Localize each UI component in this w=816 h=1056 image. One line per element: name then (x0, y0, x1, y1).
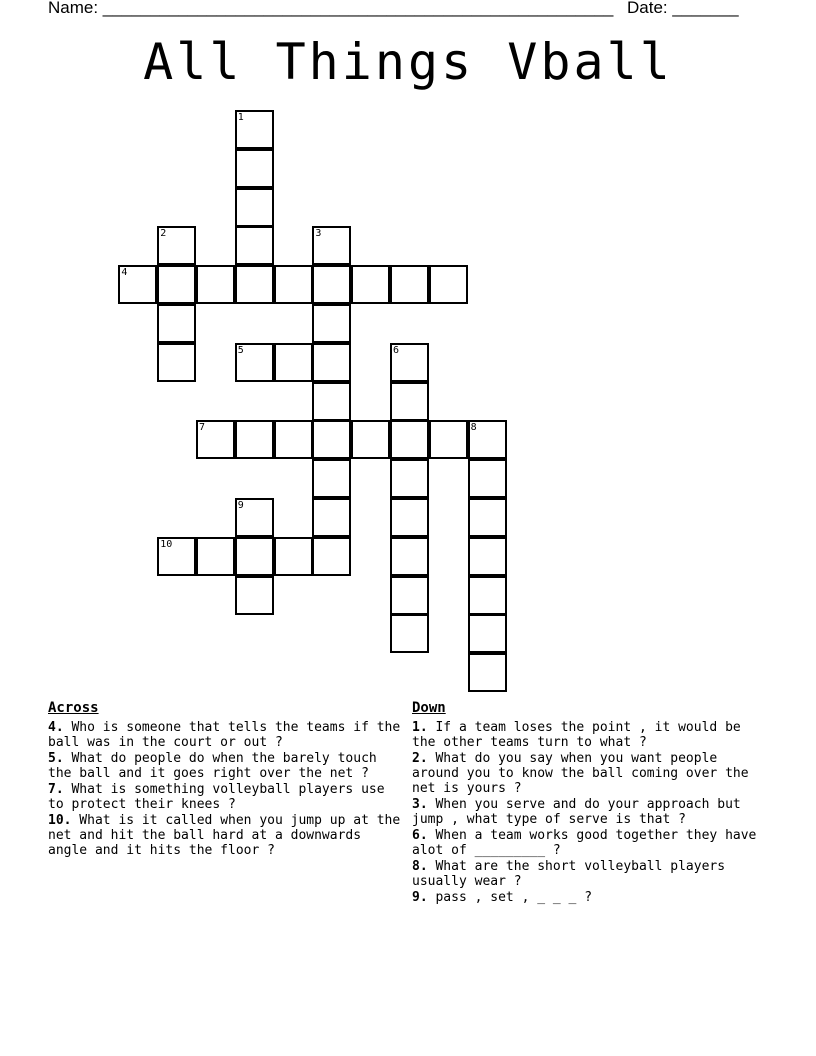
clue-number-label: 3. (412, 797, 428, 812)
crossword-cell[interactable] (468, 420, 507, 459)
crossword-cell[interactable] (468, 614, 507, 653)
crossword-cell[interactable] (157, 226, 196, 265)
down-clue (412, 859, 768, 889)
clue-text: Who is someone that tells the teams if the ball was in the court or out ? (48, 720, 401, 750)
crossword-cell[interactable] (390, 537, 429, 576)
crossword-cell[interactable] (429, 265, 468, 304)
crossword-cell[interactable] (468, 459, 507, 498)
clue-text: What is it called when you jump up at the net and hit the ball hard at a downwards angle and it hits the floor ? (48, 813, 401, 858)
down-clue (412, 751, 768, 796)
down-heading: Down (412, 700, 446, 716)
crossword-cell[interactable] (468, 498, 507, 537)
across-clue (48, 720, 404, 750)
crossword-cell[interactable] (196, 537, 235, 576)
clue-number: 3 (315, 228, 322, 240)
crossword-cell[interactable] (312, 265, 351, 304)
crossword-cell[interactable] (312, 382, 351, 421)
crossword-cell[interactable] (235, 576, 274, 615)
clue-text: What do people do when the barely touch the ball and it goes right over the net ? (48, 751, 377, 781)
clue-text: pass , set , _ _ _ ? (427, 890, 593, 905)
across-clues (48, 700, 404, 859)
crossword-cell[interactable] (312, 420, 351, 459)
clue-number-label: 10. (48, 813, 72, 828)
across-heading: Across (48, 700, 99, 716)
clue-number: 5 (237, 344, 244, 356)
clue-text: What do you say when you want people around you to know the ball coming over the net is yours ? (412, 751, 749, 796)
puzzle-title: All Things Vball (143, 33, 673, 91)
clue-number: 10 (160, 538, 173, 550)
crossword-cell[interactable] (235, 498, 274, 537)
crossword-cell[interactable] (235, 110, 274, 149)
clue-number: 4 (121, 267, 128, 279)
clue-number-label: 6. (412, 828, 428, 843)
clue-text: When you serve and do your approach but jump , what type of serve is that ? (412, 797, 741, 827)
clue-number-label: 9. (412, 890, 428, 905)
down-clue (412, 797, 768, 827)
crossword-cell[interactable] (196, 265, 235, 304)
clue-text: What is something volleyball players use to protect their knees ? (48, 782, 385, 812)
crossword-cell[interactable] (312, 498, 351, 537)
crossword-cell[interactable] (429, 420, 468, 459)
down-clue (412, 890, 768, 905)
clue-number-label: 1. (412, 720, 428, 735)
crossword-cell[interactable] (312, 343, 351, 382)
crossword-cell[interactable] (274, 420, 313, 459)
crossword-cell[interactable] (235, 188, 274, 227)
clue-number: 6 (393, 344, 400, 356)
crossword-cell[interactable] (235, 420, 274, 459)
crossword-cell[interactable] (351, 420, 390, 459)
clue-number-label: 4. (48, 720, 64, 735)
crossword-cell[interactable] (235, 226, 274, 265)
clue-number: 9 (237, 500, 244, 511)
clue-number: 1 (237, 112, 244, 123)
crossword-cell[interactable] (274, 537, 313, 576)
clue-text: If a team loses the point , it would be the other teams turn to what ? (412, 720, 741, 750)
across-clue (48, 782, 404, 812)
crossword-cell[interactable] (390, 576, 429, 615)
down-clues (412, 700, 768, 906)
crossword-cell[interactable] (468, 537, 507, 576)
crossword-cell[interactable] (274, 265, 313, 304)
down-clue-list (412, 720, 768, 905)
across-clue (48, 751, 404, 781)
crossword-cell[interactable] (312, 304, 351, 343)
crossword-cell[interactable] (274, 343, 313, 382)
crossword-cell[interactable] (312, 459, 351, 498)
crossword-cell[interactable] (312, 226, 351, 265)
crossword-cell[interactable] (157, 265, 196, 304)
crossword-cell[interactable] (235, 343, 274, 382)
crossword-cell[interactable] (157, 304, 196, 343)
down-clue (412, 828, 768, 858)
crossword-cell[interactable] (390, 614, 429, 653)
clue-number-label: 5. (48, 751, 64, 766)
clue-text: When a team works good together they have alot of _________ ? (412, 828, 757, 858)
clue-number-label: 2. (412, 751, 428, 766)
crossword-cell[interactable] (390, 265, 429, 304)
crossword-cell[interactable] (235, 149, 274, 188)
crossword-cell[interactable] (118, 265, 157, 304)
date-field-label[interactable]: Date: _______ (627, 0, 739, 17)
crossword-cell[interactable] (468, 653, 507, 692)
crossword-cell[interactable] (351, 265, 390, 304)
clue-number-label: 7. (48, 782, 64, 797)
clue-number: 2 (160, 228, 167, 240)
clue-text: What are the short volleyball players usually wear ? (412, 859, 726, 889)
crossword-cell[interactable] (390, 498, 429, 537)
across-clue (48, 813, 404, 858)
crossword-cell[interactable] (196, 420, 235, 459)
crossword-cell[interactable] (390, 343, 429, 382)
name-field-label[interactable]: Name: ______________________________________________________ (48, 0, 614, 17)
crossword-cell[interactable] (390, 382, 429, 421)
clue-number: 8 (470, 422, 477, 434)
across-clue-list (48, 720, 404, 858)
crossword-cell[interactable] (312, 537, 351, 576)
crossword-cell[interactable] (390, 420, 429, 459)
clue-number-label: 8. (412, 859, 428, 874)
crossword-cell[interactable] (235, 537, 274, 576)
clue-number: 7 (199, 422, 206, 434)
crossword-cell[interactable] (468, 576, 507, 615)
crossword-cell[interactable] (157, 537, 196, 576)
down-clue (412, 720, 768, 750)
crossword-cell[interactable] (390, 459, 429, 498)
crossword-cell[interactable] (157, 343, 196, 382)
crossword-cell[interactable] (235, 265, 274, 304)
